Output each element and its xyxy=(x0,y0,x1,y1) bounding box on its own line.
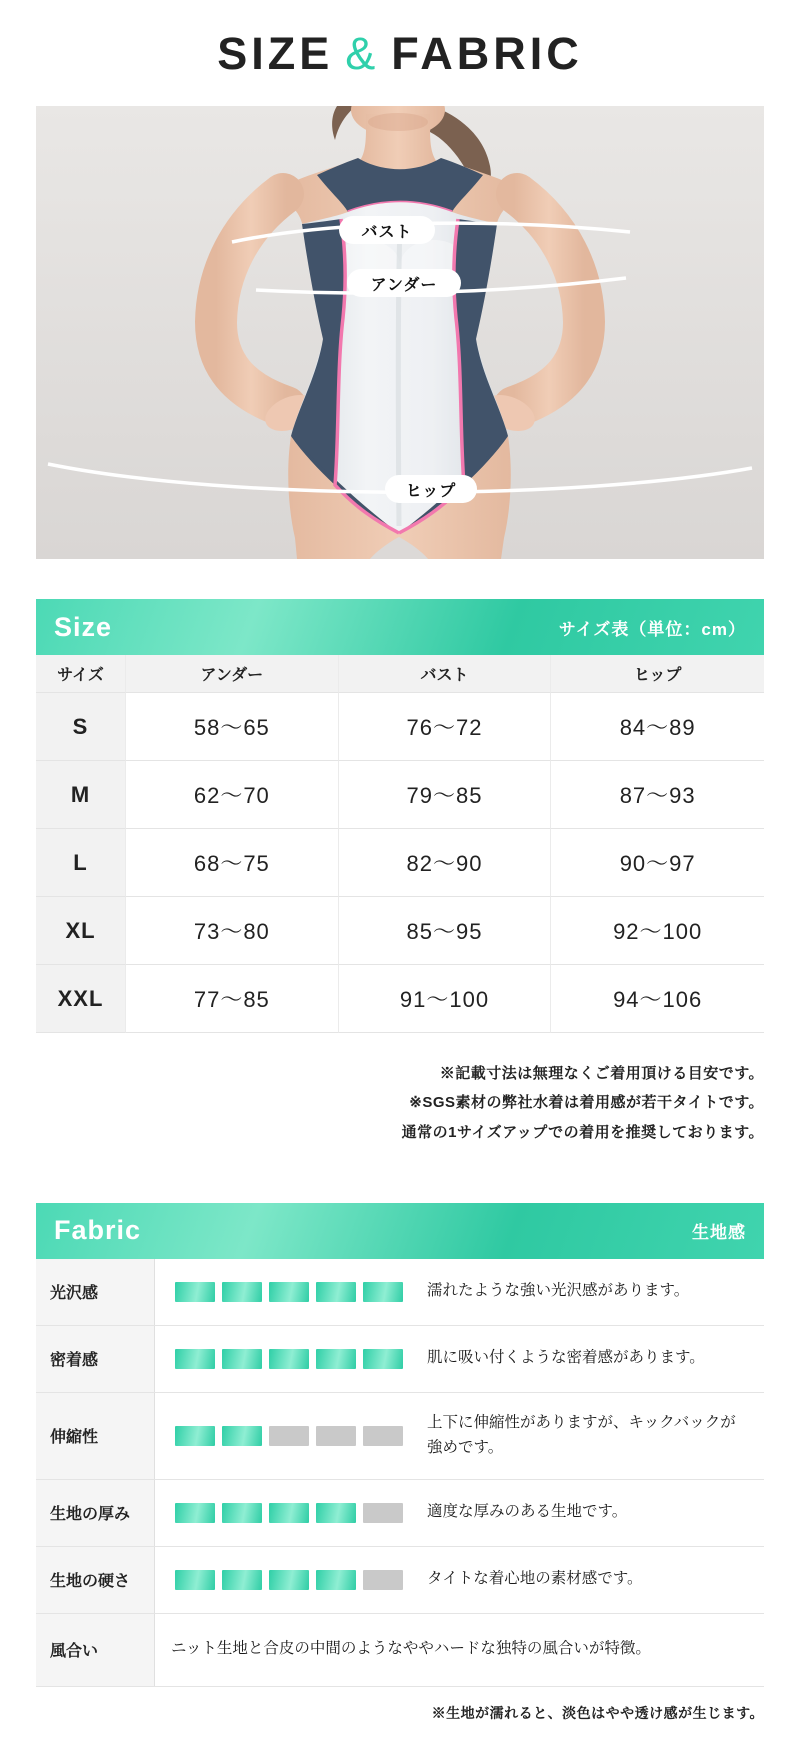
size-unit-note: サイズ表（単位：cm） xyxy=(558,619,746,639)
fabric-row-content xyxy=(155,1326,764,1392)
fabric-row-hardness xyxy=(36,1546,764,1613)
rating-bars xyxy=(175,1349,403,1369)
rating-bar-segment xyxy=(316,1570,356,1590)
size-note-line: ※SGS素材の弊社水着は着用感が若干タイトです。 xyxy=(409,1094,764,1112)
under-label-pill xyxy=(347,269,461,297)
rating-bar-segment xyxy=(316,1503,356,1523)
rating-bar-segment xyxy=(269,1426,309,1446)
under-col-header: アンダー xyxy=(126,655,339,693)
rating-bar-segment xyxy=(363,1282,403,1302)
fabric-note: ※生地が濡れると、淡色はやや透け感が生じます。 xyxy=(431,1704,764,1721)
rating-bar-segment xyxy=(269,1282,309,1302)
size-cell-under: 77〜85 xyxy=(126,965,339,1033)
rating-bar-segment xyxy=(363,1570,403,1590)
title-left: SIZE xyxy=(217,28,334,79)
fabric-row-description: 適度な厚みのある生地です。 xyxy=(427,1503,628,1521)
size-row-label: M xyxy=(36,761,126,829)
fabric-row-content xyxy=(155,1393,764,1479)
bust-col-header: バスト xyxy=(339,655,552,693)
rating-bars xyxy=(175,1570,403,1590)
size-cell-under: 68〜75 xyxy=(126,829,339,897)
size-cell-under: 58〜65 xyxy=(126,693,339,761)
size-row-label: S xyxy=(36,693,126,761)
product-photo xyxy=(36,106,764,559)
rating-bar-segment xyxy=(363,1426,403,1446)
fabric-row-content xyxy=(155,1547,764,1613)
size-cell-hip: 84〜89 xyxy=(551,693,764,761)
rating-bar-segment xyxy=(175,1349,215,1369)
size-cell-bust: 82〜90 xyxy=(339,829,552,897)
hip-label: ヒップ xyxy=(405,482,457,500)
rating-bars xyxy=(175,1426,403,1446)
hip-col-header: ヒップ xyxy=(551,655,764,693)
fabric-row-description: 肌に吸い付くような密着感があります。 xyxy=(427,1349,705,1367)
rating-bar-segment xyxy=(316,1282,356,1302)
size-row-label: L xyxy=(36,829,126,897)
under-label: アンダー xyxy=(370,276,438,294)
size-table xyxy=(36,655,764,1033)
fabric-row-content xyxy=(155,1614,764,1686)
size-cell-bust: 91〜100 xyxy=(339,965,552,1033)
fabric-row-description: ニット生地と合皮の中間のようなややハードな独特の風合いが特徴。 xyxy=(171,1640,651,1658)
size-cell-bust: 85〜95 xyxy=(339,897,552,965)
rating-bar-segment xyxy=(316,1349,356,1369)
rating-bars xyxy=(175,1282,403,1302)
size-section-header xyxy=(36,599,764,655)
fabric-row-content xyxy=(155,1259,764,1325)
neck-shadow xyxy=(368,113,428,131)
rating-bar-segment xyxy=(316,1426,356,1446)
rating-bar-segment xyxy=(222,1282,262,1302)
title-right: FABRIC xyxy=(391,28,583,79)
size-cell-hip: 94〜106 xyxy=(551,965,764,1033)
size-cell-hip: 87〜93 xyxy=(551,761,764,829)
fabric-row-stretch xyxy=(36,1392,764,1479)
size-note-line: 通常の1サイズアップでの着用を推奨しております。 xyxy=(401,1123,764,1141)
rating-bar-segment xyxy=(175,1570,215,1590)
rating-bar-segment xyxy=(363,1349,403,1369)
hip-label-pill xyxy=(385,475,477,503)
fabric-unit-note: 生地感 xyxy=(692,1223,746,1243)
fabric-table xyxy=(36,1259,764,1687)
fabric-heading: Fabric xyxy=(54,1215,142,1246)
rating-bar-segment xyxy=(269,1349,309,1369)
fabric-row-description: タイトな着心地の素材感です。 xyxy=(427,1570,643,1588)
size-cell-bust: 76〜72 xyxy=(339,693,552,761)
title-ampersand: & xyxy=(345,28,380,79)
rating-bar-segment xyxy=(269,1570,309,1590)
size-row-label: XXL xyxy=(36,965,126,1033)
rating-bar-segment xyxy=(222,1570,262,1590)
rating-bars xyxy=(175,1503,403,1523)
fabric-row-label: 密着感 xyxy=(36,1326,155,1392)
rating-bar-segment xyxy=(222,1349,262,1369)
fabric-row-label: 生地の厚み xyxy=(36,1480,155,1546)
fabric-row-description: 上下に伸縮性がありますが、キックバックが強めです。 xyxy=(427,1413,736,1456)
size-col-header: サイズ xyxy=(36,655,126,693)
fabric-row-label: 伸縮性 xyxy=(36,1393,155,1479)
size-cell-hip: 90〜97 xyxy=(551,829,764,897)
rating-bar-segment xyxy=(175,1503,215,1523)
fabric-section xyxy=(0,1203,800,1753)
size-cell-hip: 92〜100 xyxy=(551,897,764,965)
size-section xyxy=(0,599,800,1147)
size-note-line: ※記載寸法は無理なくご着用頂ける目安です。 xyxy=(439,1065,764,1082)
rating-bar-segment xyxy=(222,1503,262,1523)
fabric-row-texture xyxy=(36,1613,764,1686)
size-heading: Size xyxy=(54,611,113,642)
fabric-section-header xyxy=(36,1203,764,1259)
fabric-row-thickness xyxy=(36,1479,764,1546)
page-title xyxy=(0,0,800,106)
size-row-label: XL xyxy=(36,897,126,965)
size-cell-bust: 79〜85 xyxy=(339,761,552,829)
fabric-row-fit xyxy=(36,1325,764,1392)
rating-bar-segment xyxy=(363,1503,403,1523)
rating-bar-segment xyxy=(175,1426,215,1446)
rating-bar-segment xyxy=(269,1503,309,1523)
fabric-row-label: 生地の硬さ xyxy=(36,1547,155,1613)
bust-label-pill xyxy=(339,216,435,244)
size-cell-under: 73〜80 xyxy=(126,897,339,965)
fabric-row-label: 風合い xyxy=(36,1614,155,1686)
fabric-row-gloss xyxy=(36,1259,764,1325)
fabric-row-content xyxy=(155,1480,764,1546)
size-cell-under: 62〜70 xyxy=(126,761,339,829)
rating-bar-segment xyxy=(175,1282,215,1302)
fabric-row-label: 光沢感 xyxy=(36,1259,155,1325)
size-notes xyxy=(36,1059,764,1147)
rating-bar-segment xyxy=(222,1426,262,1446)
bust-label: バスト xyxy=(361,223,413,241)
fabric-row-description: 濡れたような強い光沢感があります。 xyxy=(427,1282,690,1300)
